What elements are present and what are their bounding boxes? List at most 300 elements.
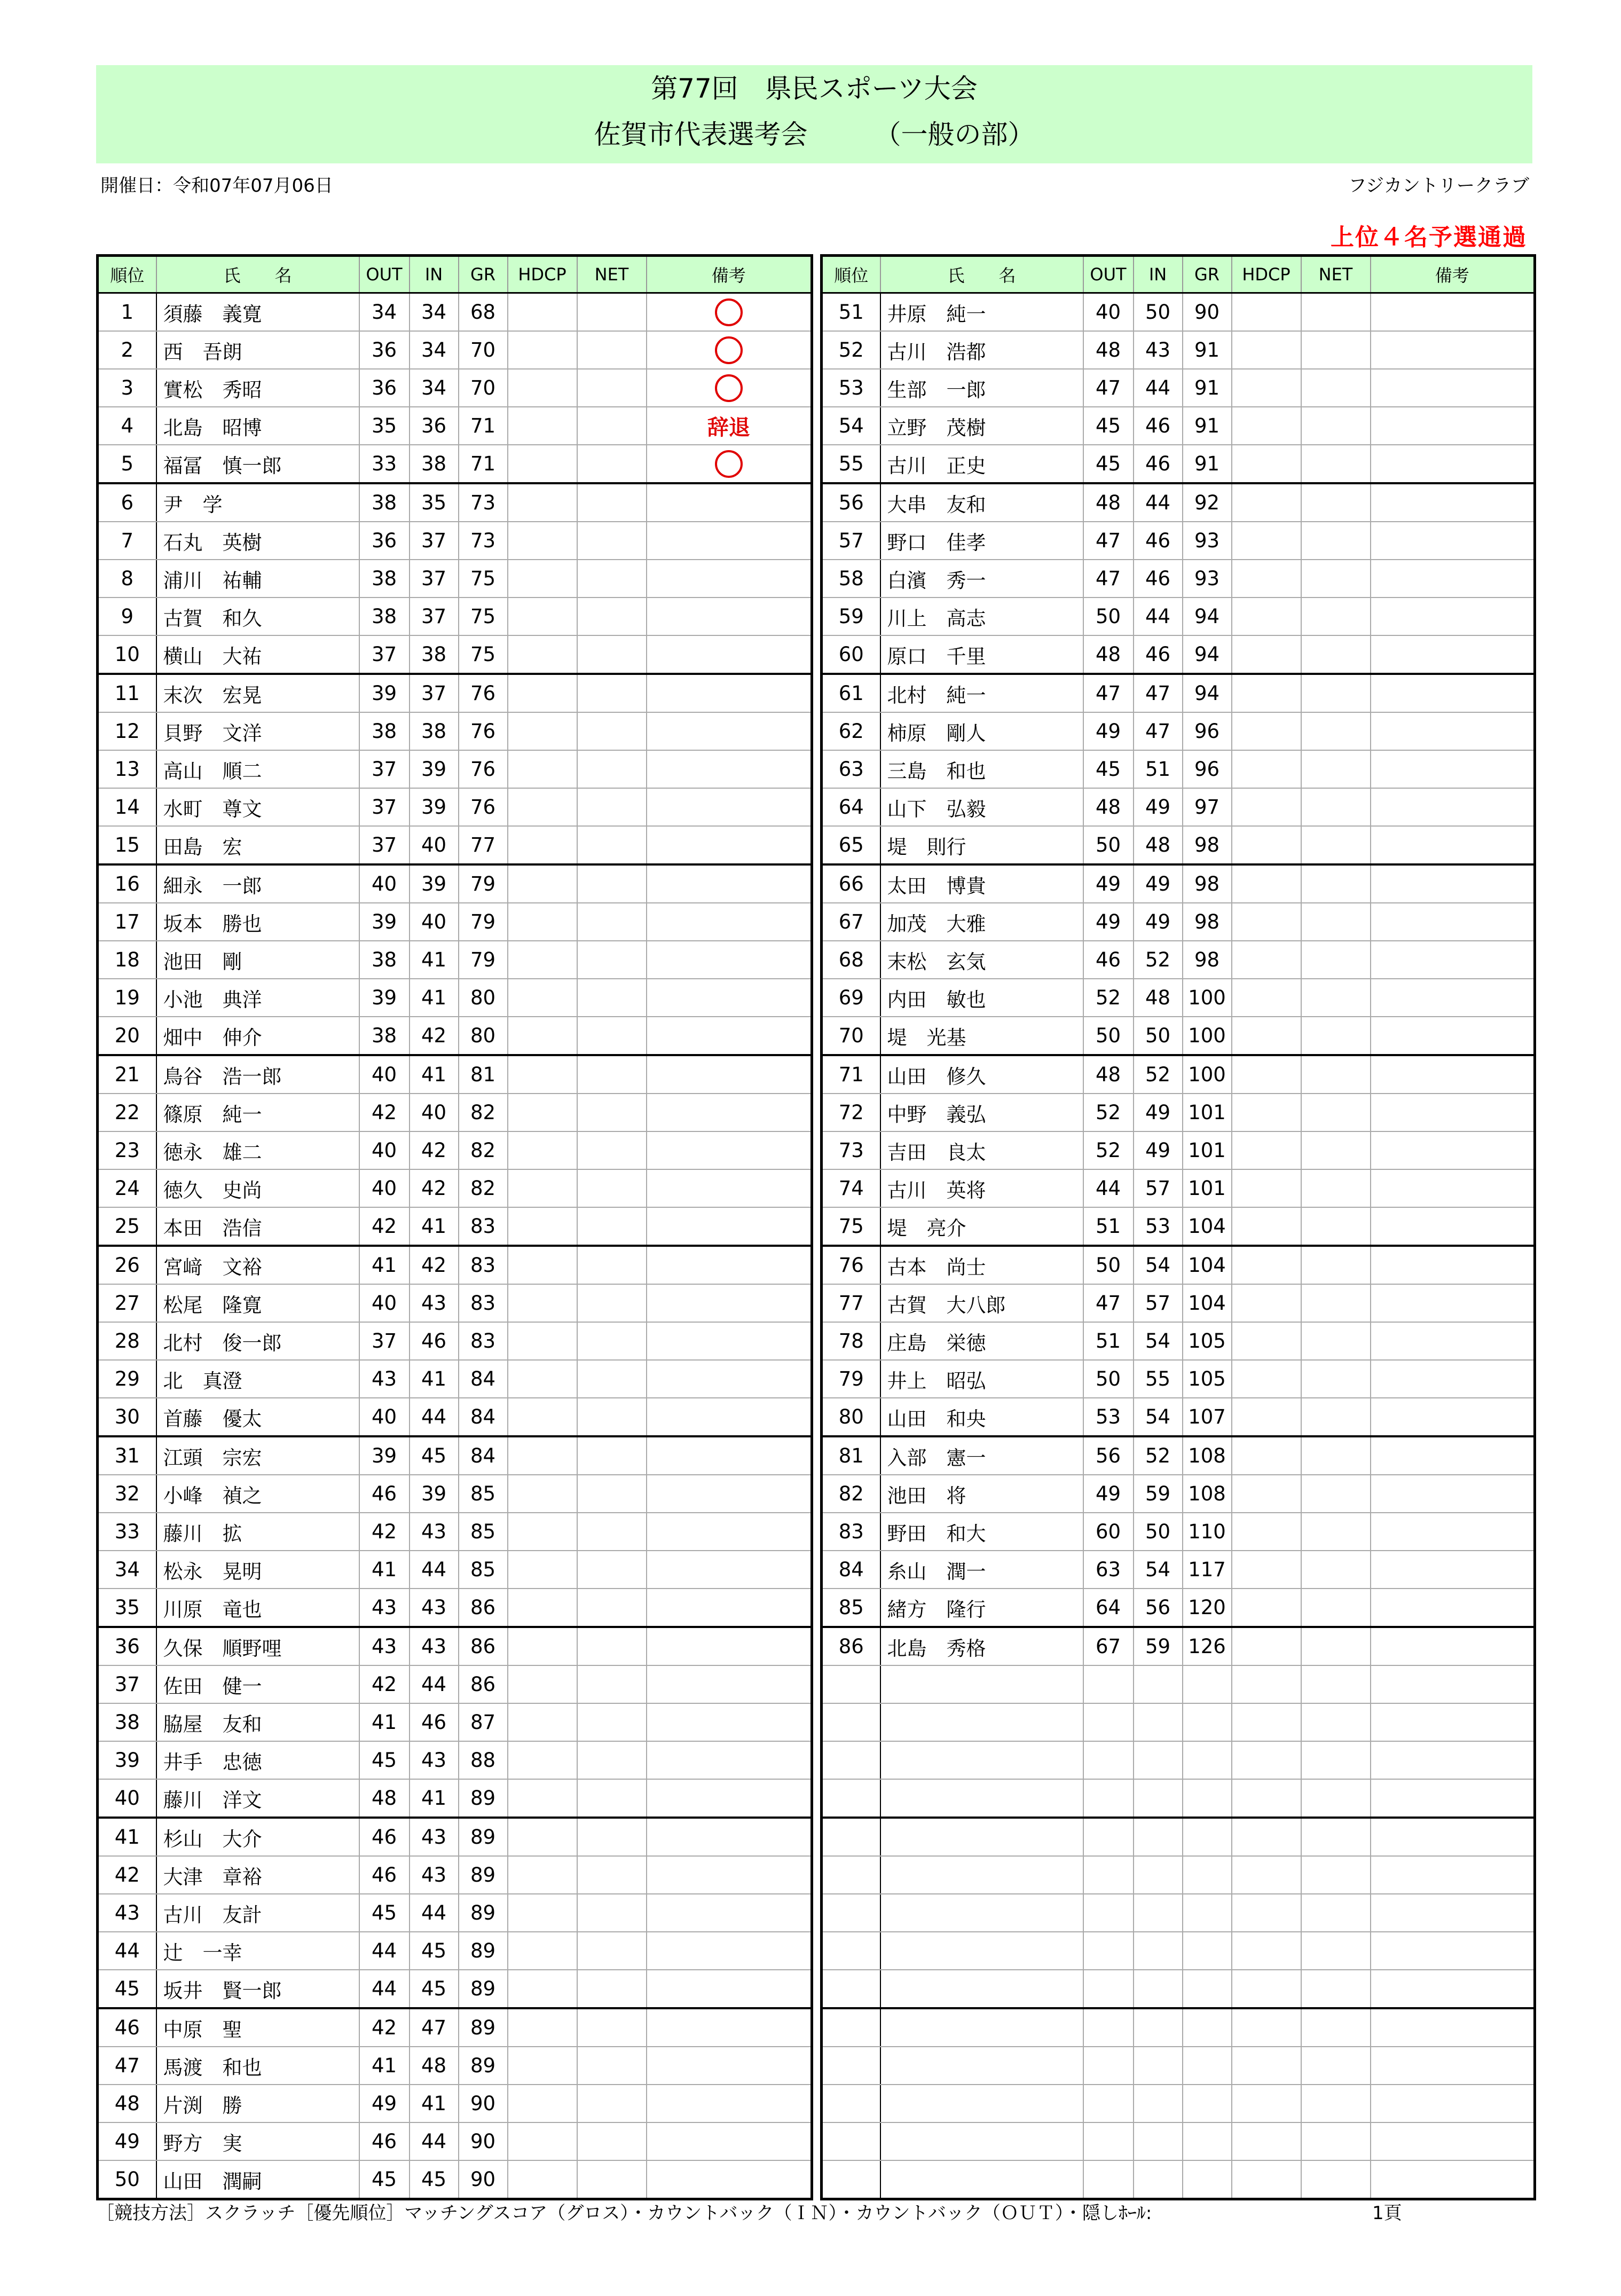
name-cell: 大串 友和: [880, 483, 1083, 522]
net-cell: [1301, 903, 1371, 941]
hdcp-cell: [508, 597, 577, 635]
out-score-cell: 41: [359, 2047, 410, 2085]
note-cell: [647, 1436, 812, 1475]
in-score-cell: 40: [410, 826, 459, 864]
out-score-cell: 42: [359, 2008, 410, 2047]
gross-score-cell: 108: [1183, 1475, 1232, 1513]
in-score-cell: 45: [410, 1970, 459, 2008]
table-row: [822, 1818, 1535, 1856]
net-cell: [577, 712, 647, 750]
rank-cell: 78: [822, 1322, 880, 1360]
in-score-cell: 37: [410, 560, 459, 597]
out-score-cell: 43: [359, 1627, 410, 1665]
table-row: [822, 407, 1535, 445]
gross-score-cell: 76: [459, 788, 508, 826]
rank-cell: 19: [98, 979, 156, 1017]
note-cell: [1371, 445, 1535, 483]
hdcp-cell: [508, 522, 577, 560]
in-score-cell: 44: [1134, 597, 1183, 635]
net-cell: [1301, 560, 1371, 597]
note-cell: [647, 483, 812, 522]
out-score-cell: 37: [359, 826, 410, 864]
hdcp-cell: [1232, 2047, 1301, 2085]
table-row: [98, 1894, 812, 1932]
col-gross-header: GR: [459, 256, 508, 293]
rank-cell: 22: [98, 1094, 156, 1131]
out-score-cell: 43: [359, 1360, 410, 1398]
name-cell: 原口 千里: [880, 635, 1083, 674]
net-cell: [577, 1017, 647, 1055]
gross-score-cell: 120: [1183, 1589, 1232, 1627]
note-cell: [647, 293, 812, 332]
gross-score-cell: 81: [459, 1055, 508, 1094]
out-score-cell: [1083, 2122, 1134, 2160]
net-cell: [1301, 1551, 1371, 1589]
rank-cell: [822, 1741, 880, 1779]
gross-score-cell: [1183, 2160, 1232, 2199]
out-score-cell: 50: [1083, 1246, 1134, 1284]
gross-score-cell: 92: [1183, 483, 1232, 522]
note-cell: [647, 2085, 812, 2122]
table-row: [822, 1551, 1535, 1589]
net-cell: [577, 1513, 647, 1551]
net-cell: [577, 826, 647, 864]
hdcp-cell: [1232, 331, 1301, 369]
gross-score-cell: 88: [459, 1741, 508, 1779]
rank-cell: 84: [822, 1551, 880, 1589]
note-cell: [1371, 1094, 1535, 1131]
rank-cell: 80: [822, 1398, 880, 1436]
in-score-cell: 49: [1134, 903, 1183, 941]
table-row: [98, 1741, 812, 1779]
gross-score-cell: 89: [459, 1779, 508, 1818]
rank-cell: 75: [822, 1207, 880, 1246]
table-row: [822, 2160, 1535, 2199]
out-score-cell: 42: [359, 1094, 410, 1131]
table-row: [822, 788, 1535, 826]
name-cell: [880, 2160, 1083, 2199]
table-row: [98, 293, 812, 332]
out-score-cell: 47: [1083, 522, 1134, 560]
hdcp-cell: [508, 1970, 577, 2008]
table-row: [98, 674, 812, 712]
net-cell: [577, 331, 647, 369]
name-cell: 山下 弘毅: [880, 788, 1083, 826]
name-cell: 北島 秀格: [880, 1627, 1083, 1665]
in-score-cell: 54: [1134, 1398, 1183, 1436]
out-score-cell: 52: [1083, 979, 1134, 1017]
net-cell: [1301, 407, 1371, 445]
gross-score-cell: 73: [459, 522, 508, 560]
net-cell: [577, 293, 647, 332]
hdcp-cell: [508, 864, 577, 903]
hdcp-cell: [508, 1856, 577, 1894]
name-cell: [880, 1970, 1083, 2008]
gross-score-cell: 89: [459, 1970, 508, 2008]
note-cell: [1371, 1169, 1535, 1207]
note-cell: [1371, 826, 1535, 864]
hdcp-cell: [1232, 1932, 1301, 1970]
rank-cell: 82: [822, 1475, 880, 1513]
gross-score-cell: 91: [1183, 369, 1232, 407]
out-score-cell: 48: [359, 1779, 410, 1818]
hdcp-cell: [1232, 1207, 1301, 1246]
table-row: [822, 597, 1535, 635]
note-cell: [1371, 1932, 1535, 1970]
note-cell: [1371, 1322, 1535, 1360]
hdcp-cell: [1232, 1017, 1301, 1055]
table-row: [98, 407, 812, 445]
net-cell: [1301, 1398, 1371, 1436]
note-cell: [647, 1779, 812, 1818]
hdcp-cell: [1232, 597, 1301, 635]
event-venue: フジカントリークラブ: [1348, 175, 1529, 196]
qualify-note: 上位４名予選通過: [1331, 224, 1527, 251]
in-score-cell: 44: [1134, 483, 1183, 522]
name-cell: [880, 1856, 1083, 1894]
hdcp-cell: [508, 1513, 577, 1551]
rank-cell: 77: [822, 1284, 880, 1322]
name-cell: 糸山 潤一: [880, 1551, 1083, 1589]
rank-cell: 7: [98, 522, 156, 560]
name-cell: 井手 忠徳: [156, 1741, 359, 1779]
name-cell: 立野 茂樹: [880, 407, 1083, 445]
in-score-cell: 43: [410, 1627, 459, 1665]
out-score-cell: 37: [359, 788, 410, 826]
table-row: [822, 1513, 1535, 1551]
table-row: [98, 826, 812, 864]
col-note-header: 備考: [1371, 256, 1535, 293]
net-cell: [1301, 597, 1371, 635]
name-cell: 貝野 文洋: [156, 712, 359, 750]
name-cell: 馬渡 和也: [156, 2047, 359, 2085]
name-cell: 田島 宏: [156, 826, 359, 864]
rank-cell: 64: [822, 788, 880, 826]
net-cell: [577, 1741, 647, 1779]
gross-score-cell: 96: [1183, 750, 1232, 788]
note-cell: [647, 1818, 812, 1856]
hdcp-cell: [508, 2008, 577, 2047]
hdcp-cell: [508, 1017, 577, 1055]
table-row: [98, 483, 812, 522]
gross-score-cell: 73: [459, 483, 508, 522]
table-row: [98, 1856, 812, 1894]
gross-score-cell: 68: [459, 293, 508, 332]
hdcp-cell: [1232, 635, 1301, 674]
gross-score-cell: 108: [1183, 1436, 1232, 1475]
out-score-cell: 46: [359, 1475, 410, 1513]
note-cell: [1371, 1703, 1535, 1741]
gross-score-cell: 79: [459, 864, 508, 903]
hdcp-cell: [508, 1131, 577, 1169]
gross-score-cell: 83: [459, 1246, 508, 1284]
table-row: [98, 2160, 812, 2199]
table-row: [98, 1779, 812, 1818]
table-row: [98, 635, 812, 674]
rank-cell: 66: [822, 864, 880, 903]
rank-cell: 12: [98, 712, 156, 750]
out-score-cell: [1083, 2085, 1134, 2122]
out-score-cell: 47: [1083, 674, 1134, 712]
gross-score-cell: 89: [459, 2047, 508, 2085]
rank-cell: 24: [98, 1169, 156, 1207]
gross-score-cell: 70: [459, 331, 508, 369]
net-cell: [577, 369, 647, 407]
in-score-cell: 47: [1134, 674, 1183, 712]
rank-cell: 52: [822, 331, 880, 369]
rank-cell: 1: [98, 293, 156, 332]
out-score-cell: [1083, 1970, 1134, 2008]
out-score-cell: 43: [359, 1589, 410, 1627]
rank-cell: 72: [822, 1094, 880, 1131]
out-score-cell: 49: [1083, 712, 1134, 750]
note-cell: [1371, 1551, 1535, 1589]
note-cell: [647, 1970, 812, 2008]
rank-cell: 26: [98, 1246, 156, 1284]
rank-cell: 68: [822, 941, 880, 979]
gross-score-cell: 84: [459, 1398, 508, 1436]
name-cell: [880, 1779, 1083, 1818]
out-score-cell: 48: [1083, 483, 1134, 522]
name-cell: 緒方 隆行: [880, 1589, 1083, 1627]
note-cell: [1371, 979, 1535, 1017]
in-score-cell: 40: [410, 1094, 459, 1131]
table-row: [98, 1475, 812, 1513]
hdcp-cell: [508, 1932, 577, 1970]
table-row: [822, 2008, 1535, 2047]
gross-score-cell: 101: [1183, 1169, 1232, 1207]
table-row: [98, 331, 812, 369]
in-score-cell: 53: [1134, 1207, 1183, 1246]
out-score-cell: 39: [359, 903, 410, 941]
gross-score-cell: 98: [1183, 941, 1232, 979]
hdcp-cell: [508, 1169, 577, 1207]
net-cell: [577, 1589, 647, 1627]
name-cell: 古賀 大八郎: [880, 1284, 1083, 1322]
net-cell: [1301, 2008, 1371, 2047]
gross-score-cell: 75: [459, 635, 508, 674]
out-score-cell: 48: [1083, 331, 1134, 369]
table-row: [98, 1665, 812, 1703]
table-row: [822, 1207, 1535, 1246]
qualified-circle-icon: [715, 374, 743, 402]
rank-cell: 45: [98, 1970, 156, 2008]
rank-cell: 81: [822, 1436, 880, 1475]
results-table-right: [820, 254, 1536, 2200]
net-cell: [1301, 941, 1371, 979]
rank-cell: 86: [822, 1627, 880, 1665]
hdcp-cell: [1232, 1818, 1301, 1856]
hdcp-cell: [1232, 903, 1301, 941]
table-row: [98, 1398, 812, 1436]
hdcp-cell: [1232, 1436, 1301, 1475]
out-score-cell: 50: [1083, 1017, 1134, 1055]
name-cell: 池田 将: [880, 1475, 1083, 1513]
in-score-cell: 45: [410, 1932, 459, 1970]
rank-cell: 49: [98, 2122, 156, 2160]
in-score-cell: 35: [410, 483, 459, 522]
in-score-cell: 42: [410, 1169, 459, 1207]
in-score-cell: 44: [410, 1398, 459, 1436]
in-score-cell: 41: [410, 1055, 459, 1094]
net-cell: [1301, 2160, 1371, 2199]
name-cell: 末松 玄気: [880, 941, 1083, 979]
net-cell: [1301, 2122, 1371, 2160]
hdcp-cell: [508, 445, 577, 483]
out-score-cell: 39: [359, 979, 410, 1017]
table-row: [98, 1360, 812, 1398]
net-cell: [1301, 1856, 1371, 1894]
net-cell: [577, 1475, 647, 1513]
out-score-cell: 42: [359, 1665, 410, 1703]
hdcp-cell: [508, 750, 577, 788]
net-cell: [1301, 331, 1371, 369]
gross-score-cell: 83: [459, 1284, 508, 1322]
out-score-cell: 42: [359, 1207, 410, 1246]
out-score-cell: 51: [1083, 1322, 1134, 1360]
net-cell: [577, 979, 647, 1017]
gross-score-cell: 76: [459, 750, 508, 788]
event-date: 開催日：令和07年07月06日: [100, 175, 333, 196]
net-cell: [1301, 1741, 1371, 1779]
in-score-cell: 46: [410, 1322, 459, 1360]
name-cell: 池田 剛: [156, 941, 359, 979]
note-cell: [1371, 2085, 1535, 2122]
note-cell: [647, 1589, 812, 1627]
results-table-left: [96, 254, 813, 2200]
table-row: [822, 1627, 1535, 1665]
name-cell: 横山 大祐: [156, 635, 359, 674]
rank-cell: [822, 1779, 880, 1818]
note-cell: [647, 750, 812, 788]
in-score-cell: 56: [1134, 1589, 1183, 1627]
hdcp-cell: [508, 826, 577, 864]
table-row: [98, 369, 812, 407]
net-cell: [1301, 1665, 1371, 1703]
in-score-cell: 34: [410, 369, 459, 407]
hdcp-cell: [508, 1894, 577, 1932]
out-score-cell: 40: [359, 1131, 410, 1169]
table-row: [822, 712, 1535, 750]
out-score-cell: 64: [1083, 1589, 1134, 1627]
net-cell: [1301, 1169, 1371, 1207]
net-cell: [1301, 826, 1371, 864]
note-cell: [647, 635, 812, 674]
note-cell: [647, 1513, 812, 1551]
col-rank-header: 順位: [98, 256, 156, 293]
in-score-cell: 48: [410, 2047, 459, 2085]
in-score-cell: [1134, 1665, 1183, 1703]
in-score-cell: 41: [410, 1360, 459, 1398]
out-score-cell: 45: [1083, 750, 1134, 788]
in-score-cell: 52: [1134, 941, 1183, 979]
hdcp-cell: [508, 2085, 577, 2122]
col-gross-header: GR: [1183, 256, 1232, 293]
note-cell: [647, 1055, 812, 1094]
table-row: [98, 979, 812, 1017]
name-cell: 西 吾朗: [156, 331, 359, 369]
net-cell: [577, 1665, 647, 1703]
name-cell: [880, 1818, 1083, 1856]
gross-score-cell: 79: [459, 941, 508, 979]
table-row: [822, 903, 1535, 941]
gross-score-cell: 75: [459, 560, 508, 597]
hdcp-cell: [508, 1246, 577, 1284]
name-cell: 佐田 健一: [156, 1665, 359, 1703]
table-row: [822, 331, 1535, 369]
net-cell: [577, 1322, 647, 1360]
net-cell: [1301, 2085, 1371, 2122]
name-cell: 山田 和央: [880, 1398, 1083, 1436]
note-cell: [1371, 407, 1535, 445]
hdcp-cell: [1232, 407, 1301, 445]
net-cell: [577, 1970, 647, 2008]
rank-cell: 31: [98, 1436, 156, 1475]
name-cell: 野田 和大: [880, 1513, 1083, 1551]
name-cell: [880, 2047, 1083, 2085]
note-cell: [647, 2008, 812, 2047]
note-cell: [1371, 560, 1535, 597]
in-score-cell: 45: [410, 1436, 459, 1475]
name-cell: 小峰 禎之: [156, 1475, 359, 1513]
rank-cell: 47: [98, 2047, 156, 2085]
out-score-cell: 37: [359, 635, 410, 674]
rank-cell: 16: [98, 864, 156, 903]
out-score-cell: 36: [359, 331, 410, 369]
name-cell: 畑中 伸介: [156, 1017, 359, 1055]
rank-cell: 32: [98, 1475, 156, 1513]
note-cell: [647, 1665, 812, 1703]
page-number: 1頁: [1372, 2203, 1402, 2224]
name-cell: 山田 潤嗣: [156, 2160, 359, 2199]
in-score-cell: 51: [1134, 750, 1183, 788]
note-cell: [647, 1360, 812, 1398]
net-cell: [577, 1894, 647, 1932]
out-score-cell: 34: [359, 293, 410, 332]
gross-score-cell: 97: [1183, 788, 1232, 826]
net-cell: [1301, 1322, 1371, 1360]
in-score-cell: 46: [410, 1703, 459, 1741]
table-row: [98, 788, 812, 826]
table-row: [98, 1589, 812, 1627]
name-cell: 北村 俊一郎: [156, 1322, 359, 1360]
net-cell: [577, 750, 647, 788]
name-cell: 古川 正史: [880, 445, 1083, 483]
name-cell: 久保 順野哩: [156, 1627, 359, 1665]
table-row: [822, 674, 1535, 712]
col-out-header: OUT: [359, 256, 410, 293]
net-cell: [1301, 979, 1371, 1017]
rank-cell: [822, 1856, 880, 1894]
name-cell: 宮﨑 文裕: [156, 1246, 359, 1284]
out-score-cell: 39: [359, 674, 410, 712]
name-cell: 實松 秀昭: [156, 369, 359, 407]
table-row: [98, 1818, 812, 1856]
in-score-cell: 34: [410, 331, 459, 369]
hdcp-cell: [1232, 1094, 1301, 1131]
gross-score-cell: 80: [459, 979, 508, 1017]
rank-cell: 63: [822, 750, 880, 788]
hdcp-cell: [1232, 1284, 1301, 1322]
rank-cell: [822, 1818, 880, 1856]
hdcp-cell: [508, 1818, 577, 1856]
note-cell: [647, 2047, 812, 2085]
gross-score-cell: 91: [1183, 445, 1232, 483]
out-score-cell: [1083, 1779, 1134, 1818]
rank-cell: 50: [98, 2160, 156, 2199]
name-cell: 三島 和也: [880, 750, 1083, 788]
table-row: [822, 445, 1535, 483]
